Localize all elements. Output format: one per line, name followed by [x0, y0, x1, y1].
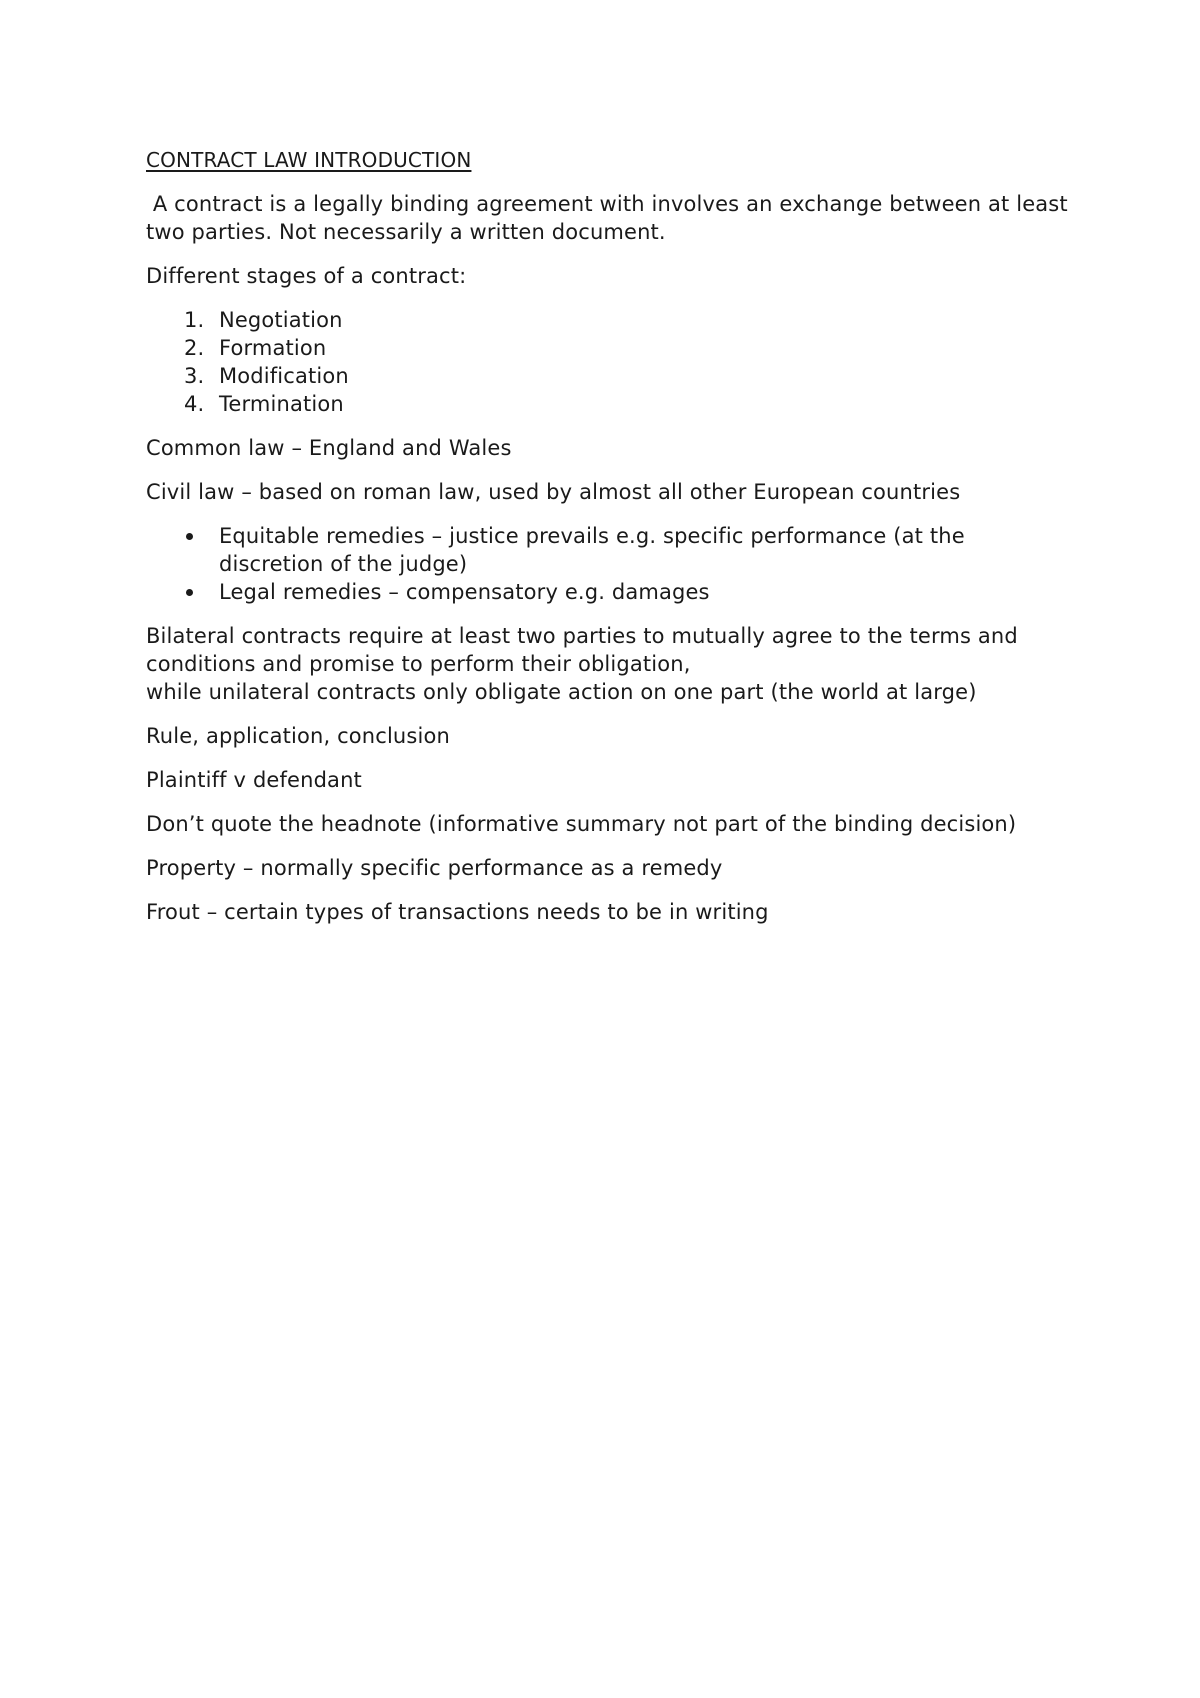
common-law-paragraph: Common law – England and Wales [146, 436, 512, 460]
list-item [146, 390, 1076, 418]
bilateral-paragraph [146, 622, 1076, 706]
list-number: 1. [184, 308, 205, 332]
list-item-text: Negotiation [219, 308, 343, 332]
plaintiff-paragraph: Plaintiff v defendant [146, 768, 362, 792]
remedies-list [146, 522, 1076, 606]
list-item [146, 362, 1076, 390]
unilateral-line: while unilateral contracts only obligate action on one part (the world at large) [146, 680, 977, 704]
document-page [146, 146, 1076, 942]
list-item [146, 306, 1076, 334]
list-number: 4. [184, 392, 205, 416]
document-title: CONTRACT LAW INTRODUCTION [146, 148, 472, 172]
list-item-text: Formation [219, 336, 327, 360]
bullet-icon [186, 533, 193, 540]
list-item [146, 522, 1076, 578]
stages-heading: Different stages of a contract: [146, 264, 467, 288]
list-item-text: Modification [219, 364, 349, 388]
bullet-icon [186, 589, 193, 596]
list-item [146, 334, 1076, 362]
stages-list [146, 306, 1076, 418]
list-item-text: Termination [219, 392, 344, 416]
list-number: 3. [184, 364, 205, 388]
rule-paragraph: Rule, application, conclusion [146, 724, 450, 748]
list-item-text: Equitable remedies – justice prevails e.g. specific performance (at the discretion of the judge) [219, 524, 965, 576]
frout-paragraph: Frout – certain types of transactions needs to be in writing [146, 900, 769, 924]
list-item-text: Legal remedies – compensatory e.g. damages [219, 580, 710, 604]
civil-law-paragraph: Civil law – based on roman law, used by almost all other European countries [146, 480, 961, 504]
property-paragraph: Property – normally specific performance as a remedy [146, 856, 723, 880]
headnote-paragraph: Don’t quote the headnote (informative summary not part of the binding decision) [146, 812, 1017, 836]
list-number: 2. [184, 336, 205, 360]
intro-paragraph: A contract is a legally binding agreement with involves an exchange between at least two parties. Not necessarily a written document. [146, 192, 1075, 244]
list-item [146, 578, 1076, 606]
bilateral-line: Bilateral contracts require at least two parties to mutually agree to the terms and conditions and promise to perform their obligation, [146, 624, 1018, 676]
